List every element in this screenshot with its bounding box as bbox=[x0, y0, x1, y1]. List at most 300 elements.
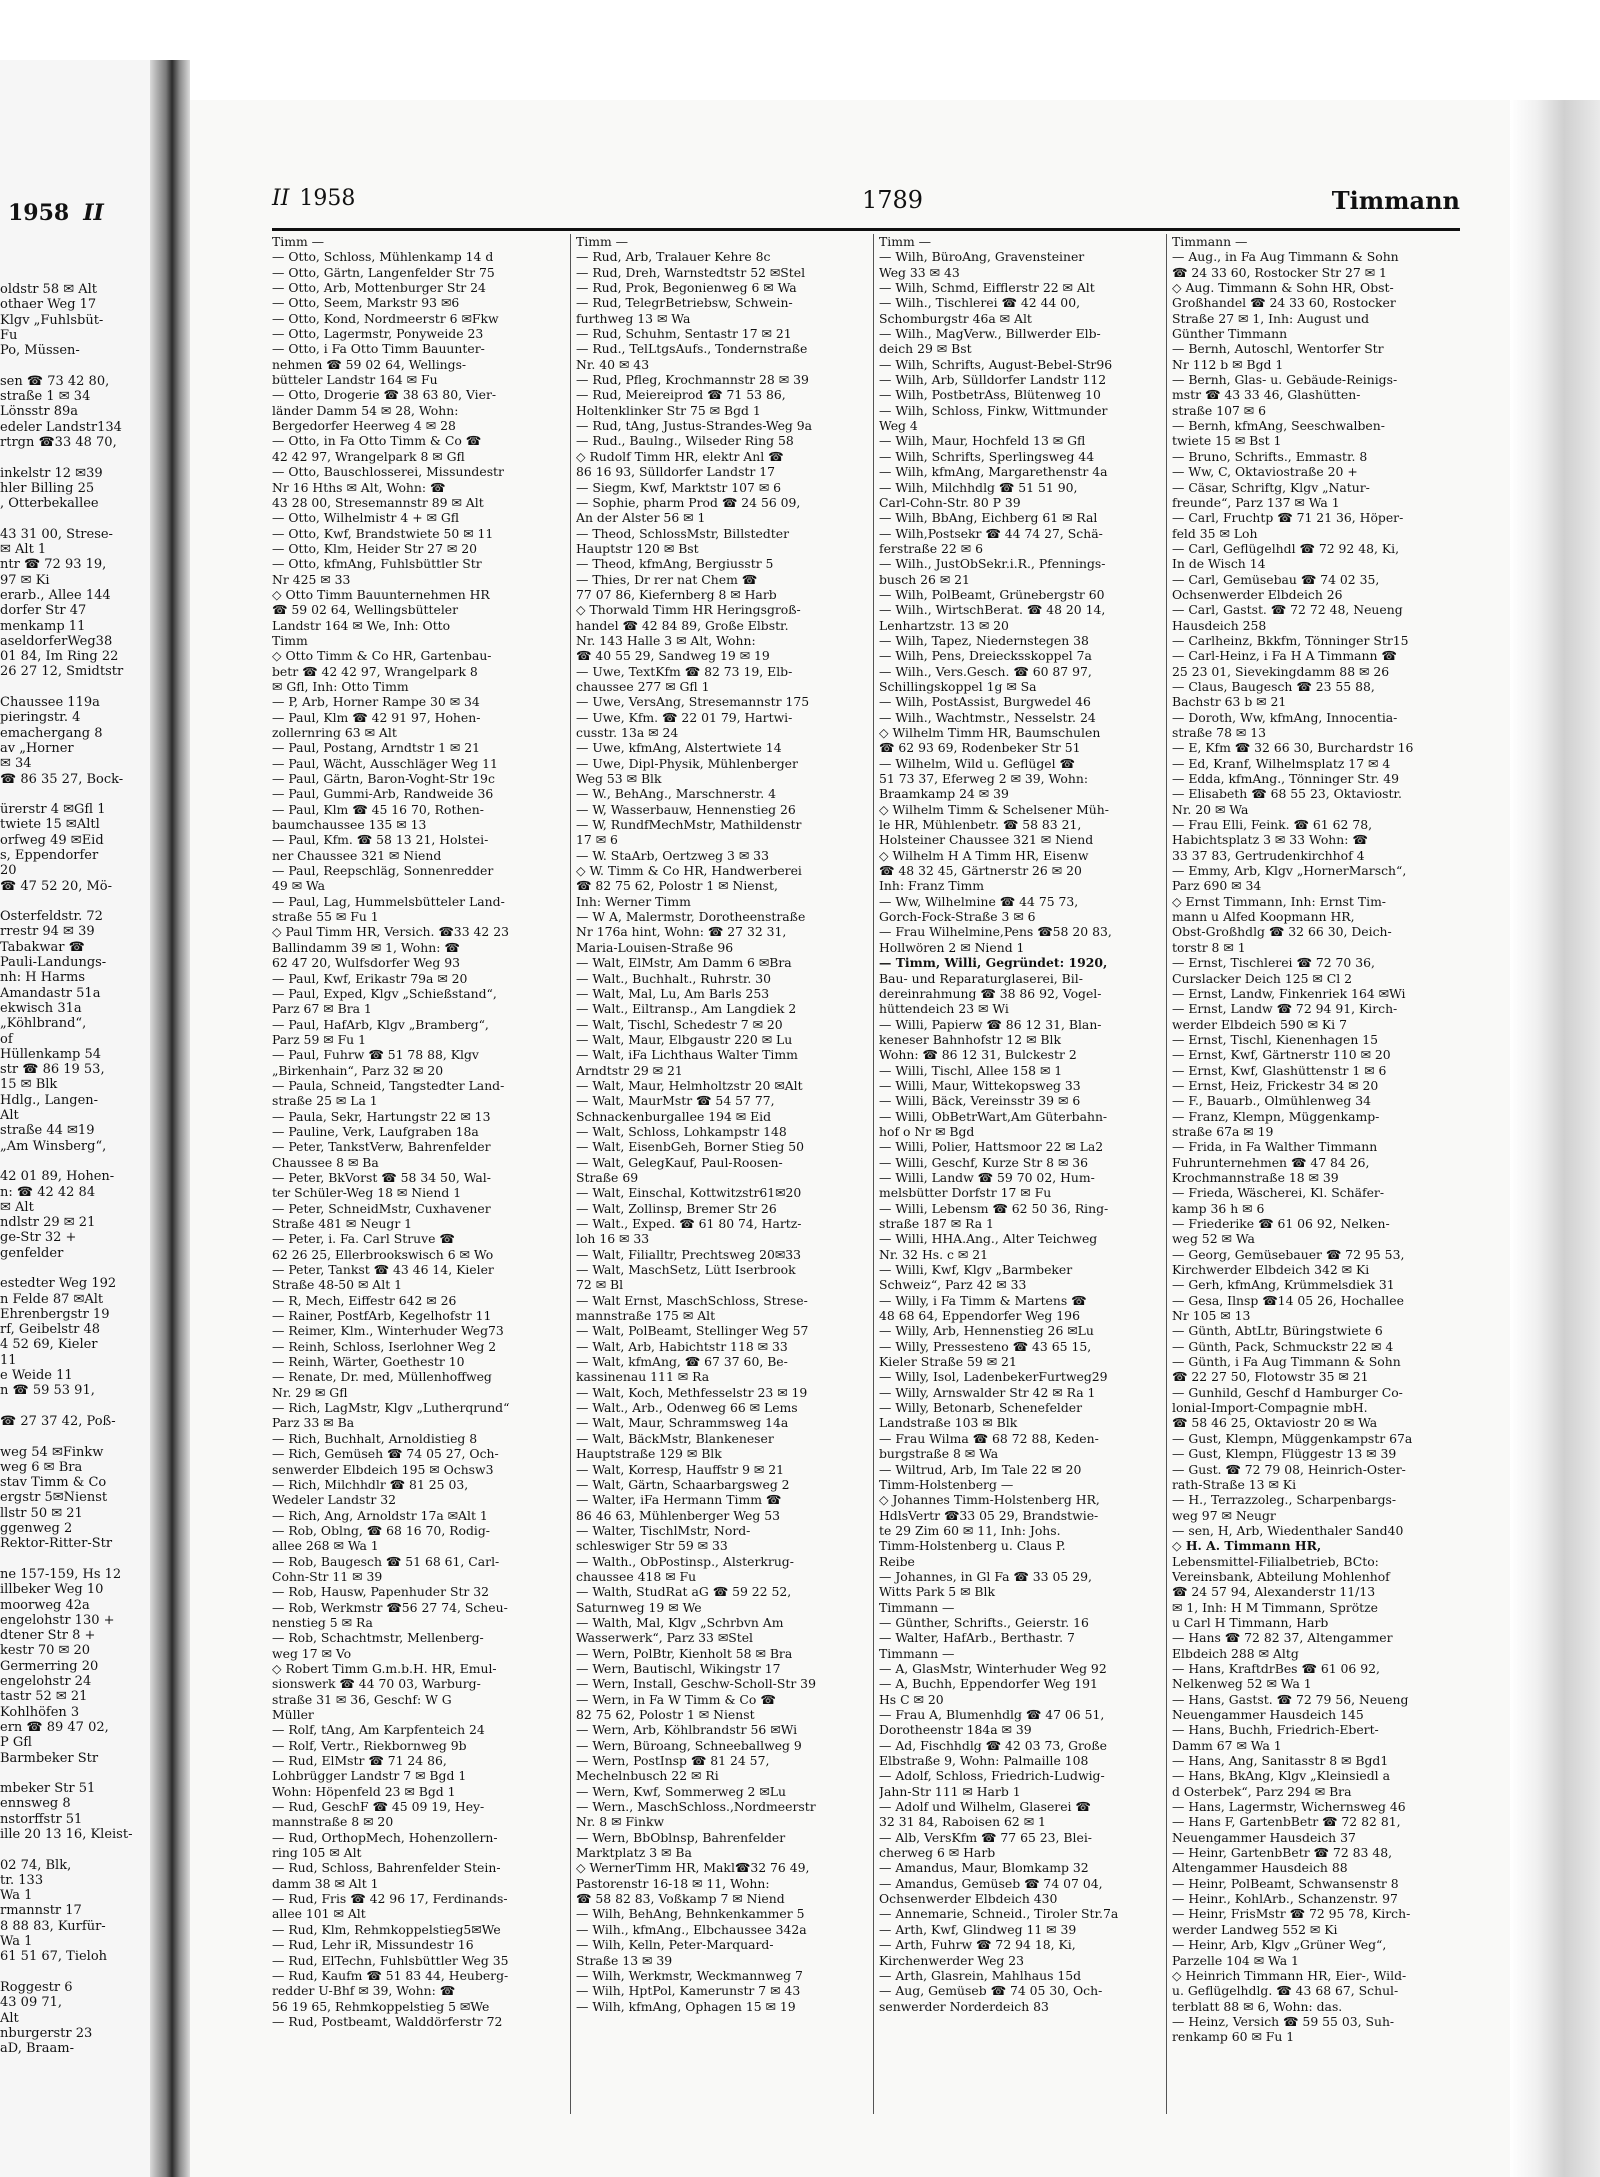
directory-entry-line: — Uwe, kfmAng, Alstertwiete 14 bbox=[576, 740, 782, 756]
directory-entry-line: — Rud, TelegrBetriebsw, Schwein- bbox=[576, 295, 793, 311]
directory-entry-line: — Paul, HafArb, Klgv „Bramberg“, bbox=[272, 1016, 489, 1032]
left-page-line bbox=[0, 511, 150, 526]
directory-entry-line: — Ww, C, Oktaviostraße 20 + bbox=[1172, 464, 1358, 480]
directory-entry-line: Parz 67 ✉ Bra 1 bbox=[272, 1001, 372, 1017]
left-page-text bbox=[0, 282, 150, 2056]
directory-entry-line: — H., Terrazzoleg., Scharpenbargs- bbox=[1172, 1492, 1397, 1508]
directory-entry-line: le HR, Mühlenbetr. ☎ 58 83 21, bbox=[879, 817, 1082, 833]
directory-entry-line: — Otto, in Fa Otto Timm & Co ☎ bbox=[272, 433, 482, 449]
directory-entry-line: — Frida, in Fa Walther Timmann bbox=[1172, 1139, 1378, 1155]
directory-entry-line: ☎ 24 33 60, Rostocker Str 27 ✉ 1 bbox=[1172, 264, 1387, 280]
left-page-line: moorweg 42a bbox=[0, 1597, 90, 1613]
left-page-line: 43 09 71, bbox=[0, 1995, 63, 2011]
directory-entry-line: „Birkenhain“, Parz 32 ✉ 20 bbox=[272, 1062, 444, 1078]
directory-entry-line: — Wilh, Schrifts, August-Bebel-Str96 bbox=[879, 356, 1113, 372]
directory-entry-line: — Paul, Kfm. ☎ 58 13 21, Holstei- bbox=[272, 832, 489, 848]
left-page-line: ern ☎ 89 47 02, bbox=[0, 1719, 109, 1735]
directory-entry-line: — Rud, Lehr iR, Missundestr 16 bbox=[272, 1937, 474, 1953]
directory-entry-line: — Walt., Arb., Odenweg 66 ✉ Lems bbox=[576, 1400, 798, 1416]
left-page-line: n ☎ 59 53 91, bbox=[0, 1383, 95, 1399]
directory-entry-line: — Wilh., WirtschBerat. ☎ 48 20 14, bbox=[879, 602, 1106, 618]
directory-entry-line: d Osterbek“, Parz 294 ✉ Bra bbox=[1172, 1783, 1352, 1799]
directory-entry-line: — Gunhild, Geschf d Hamburger Co- bbox=[1172, 1384, 1403, 1400]
directory-entry-line: — sen, H, Arb, Wiedenthaler Sand40 bbox=[1172, 1522, 1404, 1538]
directory-entry-line: — Theod, SchlossMstr, Billstedter bbox=[576, 525, 790, 541]
left-page-line bbox=[0, 1552, 150, 1567]
directory-entry-line: — Adolf, Schloss, Friedrich-Ludwig- bbox=[879, 1768, 1105, 1784]
directory-entry-line: — Rud, Fris ☎ 42 96 17, Ferdinands- bbox=[272, 1891, 508, 1907]
directory-entry-line: — Reinh, Wärter, Goethestr 10 bbox=[272, 1354, 465, 1370]
directory-entry-line: Holtenklinker Str 75 ✉ Bgd 1 bbox=[576, 402, 761, 418]
directory-entry-line: ring 105 ✉ Alt bbox=[272, 1845, 362, 1861]
left-page-line: 20 bbox=[0, 863, 17, 879]
directory-entry-line: — Ernst, Tischl, Kienenhagen 15 bbox=[1172, 1031, 1379, 1047]
directory-entry-line: weg 52 ✉ Wa bbox=[1172, 1231, 1255, 1247]
directory-entry-line: — Ernst, Kwf, Glashüttenstr 1 ✉ 6 bbox=[1172, 1062, 1387, 1078]
directory-entry-line: Maria-Louisen-Straße 96 bbox=[576, 939, 734, 955]
directory-entry-line: ☎ 22 27 50, Flotowstr 35 ✉ 21 bbox=[1172, 1369, 1369, 1385]
left-page-line: Pauli-Landungs- bbox=[0, 955, 107, 971]
directory-entry-line: Nr. 29 ✉ Gfl bbox=[272, 1384, 348, 1400]
directory-entry-line: Timm — bbox=[879, 234, 932, 249]
directory-entry-line: — Elisabeth ☎ 68 55 23, Oktaviostr. bbox=[1172, 786, 1402, 802]
directory-entry-line: — Bernh, kfmAng, Seeschwalben- bbox=[1172, 418, 1385, 434]
directory-entry-line: — Wilh, Tapez, Niedernstegen 38 bbox=[879, 632, 1089, 648]
directory-entry-line: furthweg 13 ✉ Wa bbox=[576, 310, 691, 326]
directory-entry-line: Großhandel ☎ 24 33 60, Rostocker bbox=[1172, 295, 1396, 311]
left-page-line: inkelstr 12 ✉39 bbox=[0, 465, 103, 481]
directory-entry-line: allee 101 ✉ Alt bbox=[272, 1906, 366, 1922]
directory-entry-line: ferstraße 22 ✉ 6 bbox=[879, 540, 983, 556]
directory-entry-line: Hauptstr 120 ✉ Bst bbox=[576, 540, 699, 556]
directory-entry-line: — Wilh, kfmAng, Ophagen 15 ✉ 19 bbox=[576, 1998, 796, 2014]
directory-entry-line: — Arth, Glasrein, Mahlhaus 15d bbox=[879, 1967, 1082, 1983]
directory-entry-line: — R, Mech, Eiffestr 642 ✉ 26 bbox=[272, 1292, 457, 1308]
directory-entry-line: — Uwe, Kfm. ☎ 22 01 79, Hartwi- bbox=[576, 709, 793, 725]
directory-entry-line: — Aug., in Fa Aug Timmann & Sohn bbox=[1172, 249, 1399, 265]
directory-entry-line: Nr 105 ✉ 13 bbox=[1172, 1308, 1251, 1324]
directory-entry-line: Parzelle 104 ✉ Wa 1 bbox=[1172, 1952, 1299, 1968]
directory-entry-line: — Reinh, Schloss, Iserlohner Weg 2 bbox=[272, 1338, 497, 1354]
directory-entry-line: — Paul, Fuhrw ☎ 51 78 88, Klgv bbox=[272, 1047, 479, 1063]
directory-entry-line: Bergedorfer Heerweg 4 ✉ 28 bbox=[272, 418, 456, 434]
directory-entry-line: — Wilh., MagVerw., Billwerder Elb- bbox=[879, 326, 1101, 342]
left-page-line: Tabakwar ☎ bbox=[0, 939, 85, 955]
directory-entry-line: — A, Buchh, Eppendorfer Weg 191 bbox=[879, 1676, 1098, 1692]
directory-entry-line: u Carl H Timmann, Harb bbox=[1172, 1614, 1329, 1630]
directory-entry-line: Damm 67 ✉ Wa 1 bbox=[1172, 1737, 1282, 1753]
directory-entry-line: — Hans ☎ 72 82 37, Altengammer bbox=[1172, 1630, 1393, 1646]
directory-entry-line: — Rud, Schloss, Bahrenfelder Stein- bbox=[272, 1860, 501, 1876]
left-page-line: sen ☎ 73 42 80, bbox=[0, 373, 110, 389]
directory-entry-line: — Walt., Eiltransp., Am Langdiek 2 bbox=[576, 1001, 797, 1017]
left-page-line: Alt bbox=[0, 2010, 19, 2026]
left-page-line: ürerstr 4 ✉Gfl 1 bbox=[0, 802, 106, 818]
directory-entry-line: — Frau A, Blumenhdlg ☎ 47 06 51, bbox=[879, 1707, 1105, 1722]
directory-entry-line: — Heinr, FrisMstr ☎ 72 95 78, Kirch- bbox=[1172, 1906, 1411, 1922]
directory-entry-line: — Hans, KraftdrBes ☎ 61 06 92, bbox=[1172, 1660, 1380, 1676]
left-page-line: Germerring 20 bbox=[0, 1658, 99, 1674]
left-page-line: edeler Landstr134 bbox=[0, 419, 122, 435]
directory-entry-line: 62 26 25, Ellerbrookswisch 6 ✉ Wo bbox=[272, 1246, 494, 1262]
directory-entry-line: — Walt, iFa Lichthaus Walter Timm bbox=[576, 1047, 798, 1063]
directory-entry-line: — Willi, HHA.Ang., Alter Teichweg bbox=[879, 1231, 1098, 1247]
directory-entry-line: allee 268 ✉ Wa 1 bbox=[272, 1538, 379, 1554]
directory-entry-line: — Claus, Baugesch ☎ 23 55 88, bbox=[1172, 678, 1375, 694]
directory-entry-line: — Ernst, Landw ☎ 72 94 91, Kirch- bbox=[1172, 1001, 1398, 1017]
directory-entry-line: Nelkenweg 52 ✉ Wa 1 bbox=[1172, 1676, 1312, 1692]
left-page-line: Fu bbox=[0, 327, 18, 343]
page-number: 1789 bbox=[862, 186, 924, 214]
directory-entry-line: Schnackenburgallee 194 ✉ Eid bbox=[576, 1108, 772, 1124]
left-header-roman: II bbox=[83, 200, 104, 226]
directory-entry-line: Schweiz“, Parz 42 ✉ 33 bbox=[879, 1277, 1027, 1293]
directory-entry-line: ☎ 59 02 64, Wellingsbütteler bbox=[272, 602, 459, 618]
directory-entry-line: Nr. 8 ✉ Finkw bbox=[576, 1814, 665, 1830]
directory-entry-line: — Rud, GeschF ☎ 45 09 19, Hey- bbox=[272, 1799, 485, 1815]
left-page-line: Barmbeker Str bbox=[0, 1750, 99, 1766]
directory-entry-line: kassinenau 111 ✉ Ra bbox=[576, 1369, 710, 1385]
left-page-line: tr. 133 bbox=[0, 1872, 44, 1888]
directory-entry-line: ◇ WernerTimm HR, Makl☎32 76 49, bbox=[576, 1860, 810, 1876]
directory-entry-line: Timm — bbox=[272, 234, 325, 249]
directory-entry-line: HdlsVertr ☎33 05 29, Brandstwie- bbox=[879, 1507, 1099, 1523]
directory-entry-line: — Wilh, Schrifts, Sperlingsweg 44 bbox=[879, 448, 1095, 464]
directory-entry-line: — Arth, Kwf, Glindweg 11 ✉ 39 bbox=[879, 1921, 1077, 1937]
directory-entry-line: — Willi, Bäck, Vereinsstr 39 ✉ 6 bbox=[879, 1093, 1081, 1109]
directory-entry-line: — Walt, MaurMstr ☎ 54 57 77, bbox=[576, 1093, 775, 1109]
directory-entry-line: — Ww, Wilhelmine ☎ 44 75 73, bbox=[879, 893, 1079, 909]
directory-entry-line: Marktplatz 3 ✉ Ba bbox=[576, 1845, 692, 1861]
left-header-year: 1958 bbox=[8, 200, 70, 226]
directory-entry-line: Witts Park 5 ✉ Blk bbox=[879, 1584, 995, 1600]
left-page-line: ☎ 47 52 20, Mö- bbox=[0, 878, 113, 894]
directory-entry-line: — Hans F, GartenbBetr ☎ 72 82 81, bbox=[1172, 1814, 1401, 1830]
directory-entry-line: — Reimer, Klm., Winterhuder Weg73 bbox=[272, 1323, 504, 1339]
directory-entry-line: weg 97 ✉ Neugr bbox=[1172, 1507, 1276, 1523]
directory-entry-line: — Otto, Arb, Mottenburger Str 24 bbox=[272, 280, 486, 296]
directory-entry-line: Timm-Holstenberg u. Claus P. bbox=[879, 1538, 1066, 1554]
directory-entry-line: — Walt, Mal, Lu, Am Barls 253 bbox=[576, 985, 770, 1001]
left-page-line: Amandastr 51a bbox=[0, 985, 101, 1001]
left-page-line: nburgerstr 23 bbox=[0, 2025, 93, 2041]
directory-entry-line: Timmann — bbox=[879, 1645, 955, 1661]
directory-entry-line: 82 75 62, Polostr 1 ✉ Nienst bbox=[576, 1707, 755, 1722]
directory-entry-line: 42 42 97, Wrangelpark 8 ✉ Gfl bbox=[272, 448, 465, 464]
directory-entry-line: — Peter, Tankst ☎ 43 46 14, Kieler bbox=[272, 1262, 494, 1278]
directory-entry-line: Nr 425 ✉ 33 bbox=[272, 571, 351, 587]
directory-entry-line: — Peter, SchneidMstr, Cuxhavener bbox=[272, 1200, 491, 1216]
directory-entry-line: senwerder Elbdeich 195 ✉ Ochsw3 bbox=[272, 1461, 494, 1477]
left-page-line: ✉ Alt bbox=[0, 1199, 34, 1215]
directory-entry-line: — Willi, Lebensm ☎ 62 50 36, Ring- bbox=[879, 1200, 1109, 1216]
left-page-line: engelohstr 24 bbox=[0, 1674, 92, 1690]
directory-entry-line: ◇ Robert Timm G.m.b.H. HR, Emul- bbox=[272, 1660, 497, 1676]
directory-entry-line: — Ernst, Landw, Finkenriek 164 ✉Wi bbox=[1172, 985, 1406, 1001]
directory-entry-line: mannstraße 8 ✉ 20 bbox=[272, 1814, 394, 1830]
directory-entry-line: cherweg 6 ✉ Harb bbox=[879, 1845, 996, 1861]
directory-entry-line: — Walt, Koch, Methfesselstr 23 ✉ 19 bbox=[576, 1384, 808, 1400]
directory-entry-line: straße 107 ✉ 6 bbox=[1172, 402, 1266, 418]
volume-roman: II bbox=[272, 186, 290, 211]
left-page bbox=[0, 60, 150, 2177]
directory-entry-line: — Walter, HafArb., Berthastr. 7 bbox=[879, 1630, 1075, 1646]
directory-entry-line: — Willi, Landw ☎ 59 70 02, Hum- bbox=[879, 1169, 1095, 1185]
left-page-line: Alt bbox=[0, 1108, 19, 1124]
directory-entry-line: 72 ✉ Bl bbox=[576, 1277, 624, 1293]
left-page-line: av „Horner bbox=[0, 740, 74, 756]
directory-entry-line: — Willy, Arnswalder Str 42 ✉ Ra 1 bbox=[879, 1384, 1096, 1400]
directory-entry-line: — Emmy, Arb, Klgv „HornerMarsch“, bbox=[1172, 863, 1407, 879]
directory-entry-line: ◇ Wilhelm Timm & Schelsener Müh- bbox=[879, 801, 1109, 817]
directory-entry-line: — Walter, TischlMstr, Nord- bbox=[576, 1522, 751, 1538]
directory-entry-line: ☎ 24 57 94, Alexanderstr 11/13 bbox=[1172, 1584, 1376, 1600]
left-page-line: of bbox=[0, 1031, 13, 1047]
directory-entry-line: — Günth, i Fa Aug Timmann & Sohn bbox=[1172, 1354, 1401, 1370]
directory-entry-line: — Otto, Wilhelmistr 4 + ✉ Gfl bbox=[272, 510, 460, 526]
left-page-line: Rektor-Ritter-Str bbox=[0, 1536, 113, 1552]
directory-entry-line: — Wilh., Vers.Gesch. ☎ 60 87 97, bbox=[879, 663, 1092, 679]
running-header bbox=[272, 186, 1460, 226]
directory-entry-line: 33 37 83, Gertrudenkirchhof 4 bbox=[1172, 847, 1365, 863]
directory-entry-line: — Heinr., KohlArb., Schanzenstr. 97 bbox=[1172, 1891, 1398, 1907]
directory-entry-line: — Rud, Kaufm ☎ 51 83 44, Heuberg- bbox=[272, 1967, 509, 1983]
directory-entry-line: — Wilh, PostbetrAss, Blütenweg 10 bbox=[879, 387, 1101, 403]
directory-entry-line: Straße 69 bbox=[576, 1169, 639, 1185]
directory-entry-line: ◇ H. A. Timmann HR, bbox=[1172, 1538, 1322, 1554]
left-page-line: Klgv „Fuhlsbüt- bbox=[0, 312, 104, 328]
directory-entry-line: — Thies, Dr rer nat Chem ☎ bbox=[576, 571, 758, 587]
directory-entry-line: — Wilh, HptPol, Kamerunstr 7 ✉ 43 bbox=[576, 1983, 801, 1999]
page-edge bbox=[1510, 100, 1600, 2177]
directory-entry-line: — Günth, AbtLtr, Büringstwiete 6 bbox=[1172, 1323, 1383, 1339]
directory-entry-line: Landstr 164 ✉ We, Inh: Otto bbox=[272, 617, 451, 633]
directory-entry-line: — Wern, PolBtr, Kienholt 58 ✉ Bra bbox=[576, 1645, 793, 1661]
directory-entry-line: — Amandus, Maur, Blomkamp 32 bbox=[879, 1860, 1089, 1876]
directory-entry-line: ◇ Johannes Timm-Holstenberg HR, bbox=[879, 1492, 1100, 1508]
directory-entry-line: Hausdeich 258 bbox=[1172, 617, 1267, 633]
directory-entry-line: Nr. 20 ✉ Wa bbox=[1172, 801, 1249, 817]
directory-entry-line: — Rob, Schachtmstr, Mellenberg- bbox=[272, 1630, 484, 1646]
directory-entry-line: — Willy, Betonarb, Schenefelder bbox=[879, 1400, 1083, 1416]
directory-entry-line: — Siegm, Kwf, Marktstr 107 ✉ 6 bbox=[576, 479, 782, 495]
left-page-line: estedter Weg 192 bbox=[0, 1276, 117, 1292]
directory-entry-line: torstr 8 ✉ 1 bbox=[1172, 939, 1246, 955]
directory-entry-line: — Rud., Baulng., Wilseder Ring 58 bbox=[576, 433, 794, 449]
directory-entry-line: — Walt, Gärtn, Schaarbargsweg 2 bbox=[576, 1476, 790, 1492]
directory-entry-line: — Rich, Ang, Arnoldstr 17a ✉Alt 1 bbox=[272, 1507, 488, 1523]
left-page-line: illbeker Weg 10 bbox=[0, 1582, 104, 1598]
directory-entry-line: Parz 33 ✉ Ba bbox=[272, 1415, 355, 1431]
directory-entry-line: — Walt, Tischl, Schedestr 7 ✉ 20 bbox=[576, 1016, 783, 1032]
left-page-line: 42 01 89, Hohen- bbox=[0, 1169, 115, 1185]
directory-entry-line: Parz 690 ✉ 34 bbox=[1172, 878, 1262, 894]
directory-entry-line: — Ed, Kranf, Wilhelmsplatz 17 ✉ 4 bbox=[1172, 755, 1391, 771]
left-page-line bbox=[0, 1154, 150, 1169]
left-page-line: 61 51 67, Tieloh bbox=[0, 1949, 108, 1965]
directory-entry-line: — Wilh, Schmd, Eifflerstr 22 ✉ Alt bbox=[879, 280, 1095, 296]
left-page-line bbox=[0, 1399, 150, 1414]
directory-entry-line: burgstraße 8 ✉ Wa bbox=[879, 1446, 999, 1462]
directory-entry-line: — Willi, Maur, Wittekopsweg 33 bbox=[879, 1077, 1081, 1093]
directory-entry-line: — Peter, BkVorst ☎ 58 34 50, Wal- bbox=[272, 1169, 491, 1185]
directory-entry-line: ter Schüler-Weg 18 ✉ Niend 1 bbox=[272, 1185, 462, 1201]
directory-entry-line: Hauptstraße 129 ✉ Blk bbox=[576, 1446, 722, 1462]
directory-entry-line: — Wilh, Pens, Dreiecksskoppel 7a bbox=[879, 648, 1092, 664]
directory-entry-line: — Rob, Baugesch ☎ 51 68 61, Carl- bbox=[272, 1553, 500, 1569]
directory-entry-line: — Carl, Gemüsebau ☎ 74 02 35, bbox=[1172, 571, 1380, 587]
directory-entry-line: renkamp 60 ✉ Fu 1 bbox=[1172, 2029, 1295, 2045]
directory-entry-line: Wedeler Landstr 32 bbox=[272, 1492, 396, 1508]
directory-entry-line: Timmann — bbox=[1172, 234, 1248, 249]
directory-entry-line: ☎ 82 75 62, Polostr 1 ✉ Nienst, bbox=[576, 878, 778, 894]
left-page-line: ekwisch 31a bbox=[0, 1000, 82, 1016]
left-page-line: , Otterbekallee bbox=[0, 496, 99, 512]
directory-entry-line: — Paula, Sekr, Hartungstr 22 ✉ 13 bbox=[272, 1108, 491, 1124]
directory-entry-line: sionswerk ☎ 44 70 03, Warburg- bbox=[272, 1676, 481, 1692]
left-page-line bbox=[0, 1261, 150, 1276]
directory-entry-line: — Georg, Gemüsebauer ☎ 72 95 53, bbox=[1172, 1246, 1405, 1262]
left-page-line: Ehrenbergstr 19 bbox=[0, 1306, 110, 1322]
directory-entry-line: Kirchwerder Elbdeich 342 ✉ Ki bbox=[1172, 1262, 1370, 1278]
directory-entry-line: — Willy, Arb, Hennenstieg 26 ✉Lu bbox=[879, 1323, 1094, 1339]
directory-entry-line: — Walth, Mal, Klgv „Schrbvn Am bbox=[576, 1614, 784, 1630]
left-page-line: rf, Geibelstr 48 bbox=[0, 1322, 101, 1338]
directory-entry-line: — Wilh, BbAng, Eichberg 61 ✉ Ral bbox=[879, 510, 1098, 526]
directory-entry-line: — Bruno, Schrifts., Emmastr. 8 bbox=[1172, 448, 1368, 464]
directory-entry-line: — Walt, Arb, Habichtstr 118 ✉ 33 bbox=[576, 1338, 788, 1354]
left-page-line: rrestr 94 ✉ 39 bbox=[0, 924, 95, 940]
left-page-line: Wa 1 bbox=[0, 1888, 33, 1904]
directory-entry-line: — Bernh, Glas- u. Gebäude-Reinigs- bbox=[1172, 372, 1398, 388]
directory-entry-line: — Paul, Gummi-Arb, Randweide 36 bbox=[272, 786, 494, 802]
directory-entry-line: — Walt, PolBeamt, Stellinger Weg 57 bbox=[576, 1323, 809, 1339]
directory-entry-line: — F., Bauarb., Olmühlenweg 34 bbox=[1172, 1093, 1372, 1109]
directory-entry-line: mann u Alfed Koopmann HR, bbox=[1172, 909, 1355, 925]
directory-entry-line: — Wilh, Milchhdlg ☎ 51 51 90, bbox=[879, 479, 1078, 495]
left-page-line: n: ☎ 42 42 84 bbox=[0, 1184, 96, 1200]
directory-entry-line: — Uwe, Dipl-Physik, Mühlenberger bbox=[576, 755, 798, 771]
directory-entry-line: — Heinr, GartenbBetr ☎ 72 83 48, bbox=[1172, 1845, 1393, 1861]
directory-entry-line: — Hans, Buchh, Friedrich-Ebert- bbox=[1172, 1722, 1379, 1738]
directory-entry-line: — Willi, Papierw ☎ 86 12 31, Blan- bbox=[879, 1016, 1102, 1032]
directory-entry-line: hof o Nr ✉ Bgd bbox=[879, 1123, 975, 1139]
directory-entry-line: nenstieg 5 ✉ Ra bbox=[272, 1614, 373, 1630]
directory-entry-line: — Paul, Lag, Hummelsbütteler Land- bbox=[272, 893, 505, 909]
directory-entry-line: Nr 112 b ✉ Bgd 1 bbox=[1172, 356, 1284, 372]
directory-entry-line: — Wilh., Wachtmstr., Nesselstr. 24 bbox=[879, 709, 1096, 725]
directory-entry-line: — Gesa, Ilnsp ☎14 05 26, Hochallee bbox=[1172, 1292, 1404, 1308]
directory-entry-line: — Paula, Schneid, Tangstedter Land- bbox=[272, 1077, 505, 1093]
directory-entry-line: Ochsenwerder Elbdeich 430 bbox=[879, 1891, 1058, 1907]
directory-entry-line: Jahn-Str 111 ✉ Harb 1 bbox=[879, 1783, 1021, 1799]
directory-entry-line: — Rich, LagMstr, Klgv „Lutherqrund“ bbox=[272, 1400, 510, 1416]
directory-entry-line: — Willi, Geschf, Kurze Str 8 ✉ 36 bbox=[879, 1154, 1089, 1170]
directory-column-4 bbox=[1172, 234, 1464, 2045]
directory-entry-line: — W, RundfMechMstr, Mathildenstr bbox=[576, 817, 802, 833]
directory-entry-line: — Walt, Maur, Elbgaustr 220 ✉ Lu bbox=[576, 1031, 793, 1047]
directory-entry-line: — Rainer, PostfArb, Kegelhofstr 11 bbox=[272, 1308, 492, 1324]
left-page-line: weg 54 ✉Finkw bbox=[0, 1444, 104, 1460]
directory-entry-line: — E, Kfm ☎ 32 66 30, Burchardstr 16 bbox=[1172, 740, 1414, 756]
directory-entry-line: — Wern, Install, Geschw-Scholl-Str 39 bbox=[576, 1676, 816, 1692]
directory-entry-line: Vereinsbank, Abteilung Mohlenhof bbox=[1172, 1568, 1390, 1584]
directory-entry-line: — Günth, Pack, Schmuckstr 22 ✉ 4 bbox=[1172, 1338, 1394, 1354]
directory-entry-line: Nr 16 Hths ✉ Alt, Wohn: ☎ bbox=[272, 479, 446, 495]
directory-entry-line: Habichtsplatz 3 ✉ 33 Wohn: ☎ bbox=[1172, 832, 1368, 848]
left-page-line: rmannstr 17 bbox=[0, 1903, 82, 1919]
directory-entry-line: ◇ Thorwald Timm HR Heringsgroß- bbox=[576, 602, 801, 618]
directory-entry-line: 62 47 20, Wulfsdorfer Weg 93 bbox=[272, 955, 460, 971]
directory-entry-line: — Hans, Gastst. ☎ 72 79 56, Neueng bbox=[1172, 1691, 1409, 1707]
left-page-line: ☎ 27 37 42, Poß- bbox=[0, 1413, 116, 1429]
directory-entry-line: nehmen ☎ 59 02 64, Wellings- bbox=[272, 356, 467, 372]
left-page-line: ✉ 34 bbox=[0, 756, 32, 772]
column-divider bbox=[873, 234, 874, 2114]
directory-entry-line: — Wern, Bautischl, Wikingstr 17 bbox=[576, 1660, 781, 1676]
directory-entry-line: — Amandus, Gemüseb ☎ 74 07 04, bbox=[879, 1875, 1103, 1891]
directory-entry-line: — Wern, BbOblnsp, Bahrenfelder bbox=[576, 1829, 786, 1845]
left-page-line: ntr ☎ 72 93 19, bbox=[0, 557, 107, 573]
directory-entry-line: Carl-Cohn-Str. 80 P 39 bbox=[879, 494, 1021, 510]
directory-entry-line: Neuengammer Hausdeich 37 bbox=[1172, 1829, 1356, 1845]
left-page-line: othaer Weg 17 bbox=[0, 297, 97, 313]
left-page-line: Wa 1 bbox=[0, 1934, 33, 1950]
directory-entry-line: Landstraße 103 ✉ Blk bbox=[879, 1415, 1018, 1431]
left-page-line: straße 44 ✉19 bbox=[0, 1123, 95, 1139]
directory-entry-line: — Paul, Wächt, Ausschläger Weg 11 bbox=[272, 755, 498, 771]
directory-entry-line: — Otto, Seem, Markstr 93 ✉6 bbox=[272, 295, 460, 311]
directory-entry-line: — Timm, Willi, Gegründet: 1920, bbox=[879, 955, 1108, 971]
directory-column-1 bbox=[272, 234, 564, 2029]
directory-entry-line: — Otto, Drogerie ☎ 38 63 80, Vier- bbox=[272, 387, 497, 403]
directory-entry-line: Parz 59 ✉ Fu 1 bbox=[272, 1031, 366, 1047]
directory-entry-line: — Wern, Kwf, Sommerweg 2 ✉Lu bbox=[576, 1783, 786, 1799]
directory-entry-line: senwerder Norderdeich 83 bbox=[879, 1998, 1049, 2014]
directory-entry-line: te 29 Zim 60 ✉ 11, Inh: Johs. bbox=[879, 1522, 1061, 1538]
directory-entry-line: 56 19 65, Rehmkoppelstieg 5 ✉We bbox=[272, 1998, 490, 2014]
left-page-line: emachergang 8 bbox=[0, 725, 103, 741]
directory-entry-line: freunde“, Parz 137 ✉ Wa 1 bbox=[1172, 494, 1340, 510]
directory-entry-line: — Aug, Gemüseb ☎ 74 05 30, Och- bbox=[879, 1983, 1103, 1999]
left-page-line bbox=[0, 1429, 150, 1444]
directory-entry-line: Hollwören 2 ✉ Niend 1 bbox=[879, 939, 1025, 955]
left-page-line: nh: H Harms bbox=[0, 970, 86, 986]
directory-entry-line: — Walt, kfmAng, ☎ 67 37 60, Be- bbox=[576, 1354, 788, 1370]
directory-entry-line: ☎ 48 32 45, Gärtnerstr 26 ✉ 20 bbox=[879, 863, 1082, 879]
left-page-line: rtrgn ☎33 48 70, bbox=[0, 434, 117, 450]
directory-entry-line: — Sophie, pharm Prod ☎ 24 56 09, bbox=[576, 494, 801, 510]
directory-entry-line: — Walt, Korresp, Hauffstr 9 ✉ 21 bbox=[576, 1461, 785, 1477]
directory-entry-line: ◇ Aug. Timmann & Sohn HR, Obst- bbox=[1172, 280, 1394, 296]
directory-entry-line: Chaussee 8 ✉ Ba bbox=[272, 1154, 379, 1170]
directory-entry-line: — Otto, Lagermstr, Ponyweide 23 bbox=[272, 326, 484, 342]
left-page-line: mbeker Str 51 bbox=[0, 1781, 96, 1797]
directory-entry-line: ☎ 58 46 25, Oktaviostr 20 ✉ Wa bbox=[1172, 1415, 1378, 1431]
left-page-line bbox=[0, 1965, 150, 1980]
left-page-line: 01 84, Im Ring 22 bbox=[0, 649, 119, 665]
directory-entry-line: — Walt, Filialltr, Prechtsweg 20✉33 bbox=[576, 1246, 801, 1262]
directory-entry-line: — Walt, BäckMstr, Blankeneser bbox=[576, 1430, 774, 1446]
directory-entry-line: — Rich, Gemüseh ☎ 74 05 27, Och- bbox=[272, 1446, 499, 1462]
directory-entry-line: loh 16 ✉ 33 bbox=[576, 1231, 650, 1247]
directory-entry-line: — Rob, Hausw, Papenhuder Str 32 bbox=[272, 1584, 490, 1600]
directory-entry-line: Kirchenwerder Weg 23 bbox=[879, 1952, 1025, 1968]
directory-entry-line: 48 68 64, Eppendorfer Weg 196 bbox=[879, 1308, 1080, 1324]
directory-entry-line: — Rud, Prok, Begonienweg 6 ✉ Wa bbox=[576, 280, 797, 296]
left-page-line: hler Billing 25 bbox=[0, 480, 95, 496]
directory-entry-line: Nr. 143 Halle 3 ✉ Alt, Wohn: bbox=[576, 632, 756, 648]
